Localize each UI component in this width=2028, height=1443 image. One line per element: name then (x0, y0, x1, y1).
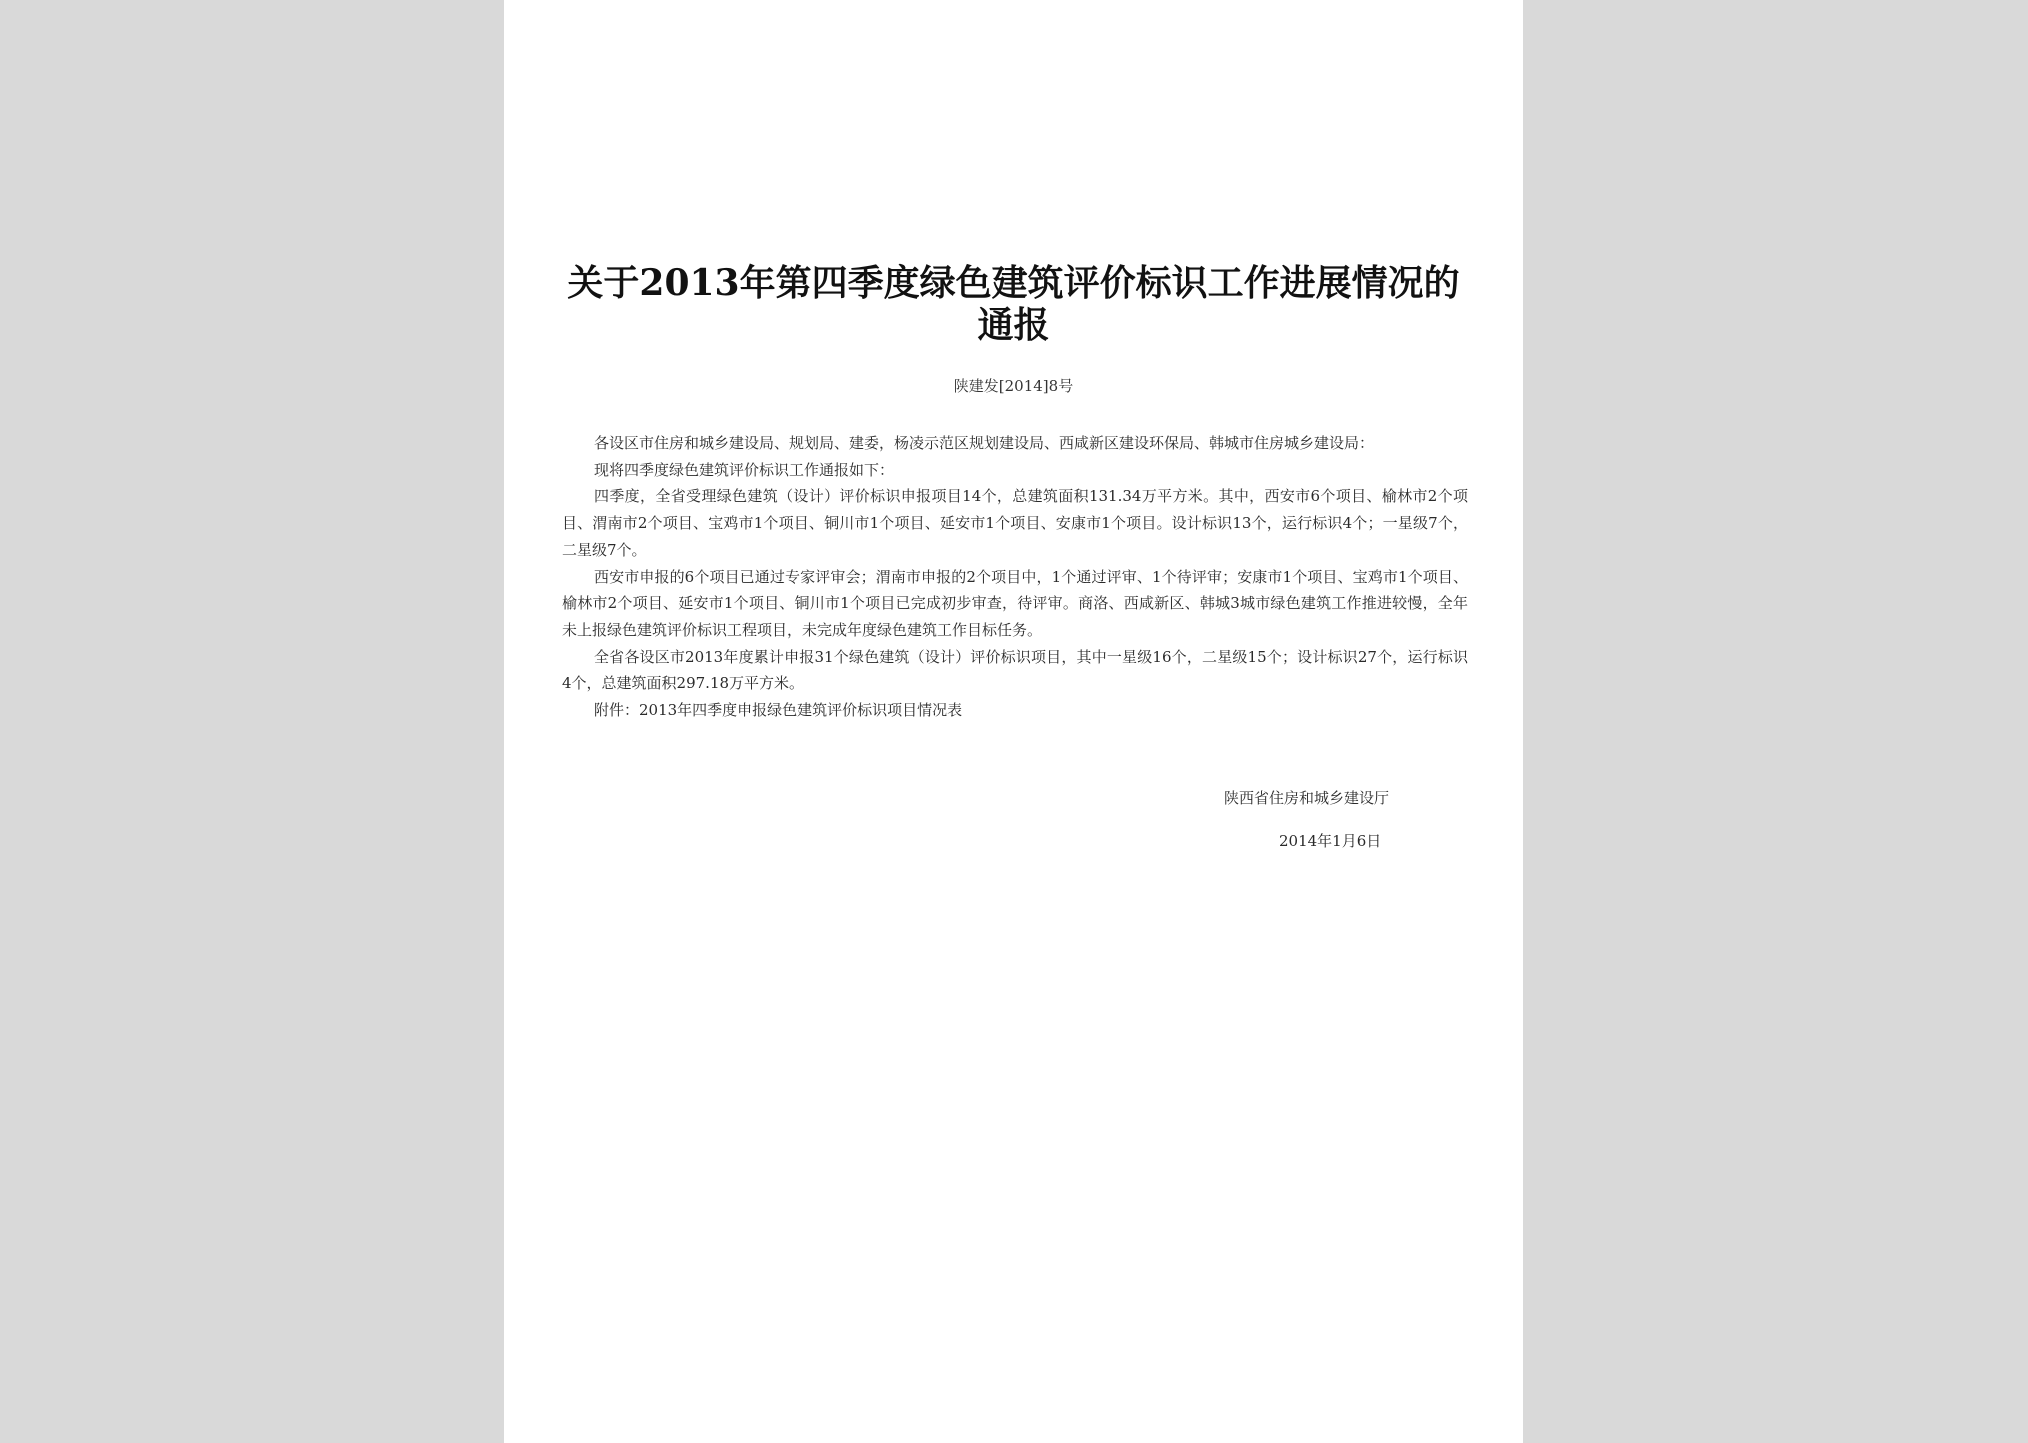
title-line-2: 通报 (977, 304, 1050, 346)
document-body (562, 430, 1468, 724)
addressee-paragraph: 各设区市住房和城乡建设局、规划局、建委，杨凌示范区规划建设局、西咸新区建设环保局、韩城市住房城乡建设局： (594, 434, 1375, 452)
document-page (504, 0, 1523, 1443)
signature-organization: 陕西省住房和城乡建设厅 (1224, 789, 1390, 807)
title-line-1: 关于2013年第四季度绿色建筑评价标识工作进展情况的 (567, 262, 1460, 304)
annual-total-paragraph: 全省各设区市2013年度累计申报31个绿色建筑（设计）评价标识项目，其中一星级16个，二星级15个；设计标识27个，运行标识4个，总建筑面积297.18万平方米。 (562, 647, 1468, 693)
signature-date: 2014年1月6日 (1279, 832, 1382, 850)
document-number: 陕建发[2014]8号 (953, 377, 1074, 395)
document-title (504, 262, 1523, 346)
summary-paragraph: 四季度，全省受理绿色建筑（设计）评价标识申报项目14个，总建筑面积131.34万平方米。其中，西安市6个项目、榆林市2个项目、渭南市2个项目、宝鸡市1个项目、铜川市1个项目、延安市1个项目、安康市1个项目。设计标识13个，运行标识4个；一星级7个，二星级7个。 (562, 487, 1468, 559)
attachment-paragraph: 附件：2013年四季度申报绿色建筑评价标识项目情况表 (594, 701, 963, 720)
intro-paragraph: 现将四季度绿色建筑评价标识工作通报如下： (594, 460, 895, 479)
review-status-paragraph: 西安市申报的6个项目已通过专家评审会；渭南市申报的2个项目中，1个通过评审、1个待评审；安康市1个项目、宝鸡市1个项目、榆林市2个项目、延安市1个项目、铜川市1个项目已完成初步审查，待评审。商洛、西咸新区、韩城3城市绿色建筑工作推进较慢，全年未上报绿色建筑评价标识工程项目，未完成年度绿色建筑工作目标任务。 (562, 567, 1468, 639)
